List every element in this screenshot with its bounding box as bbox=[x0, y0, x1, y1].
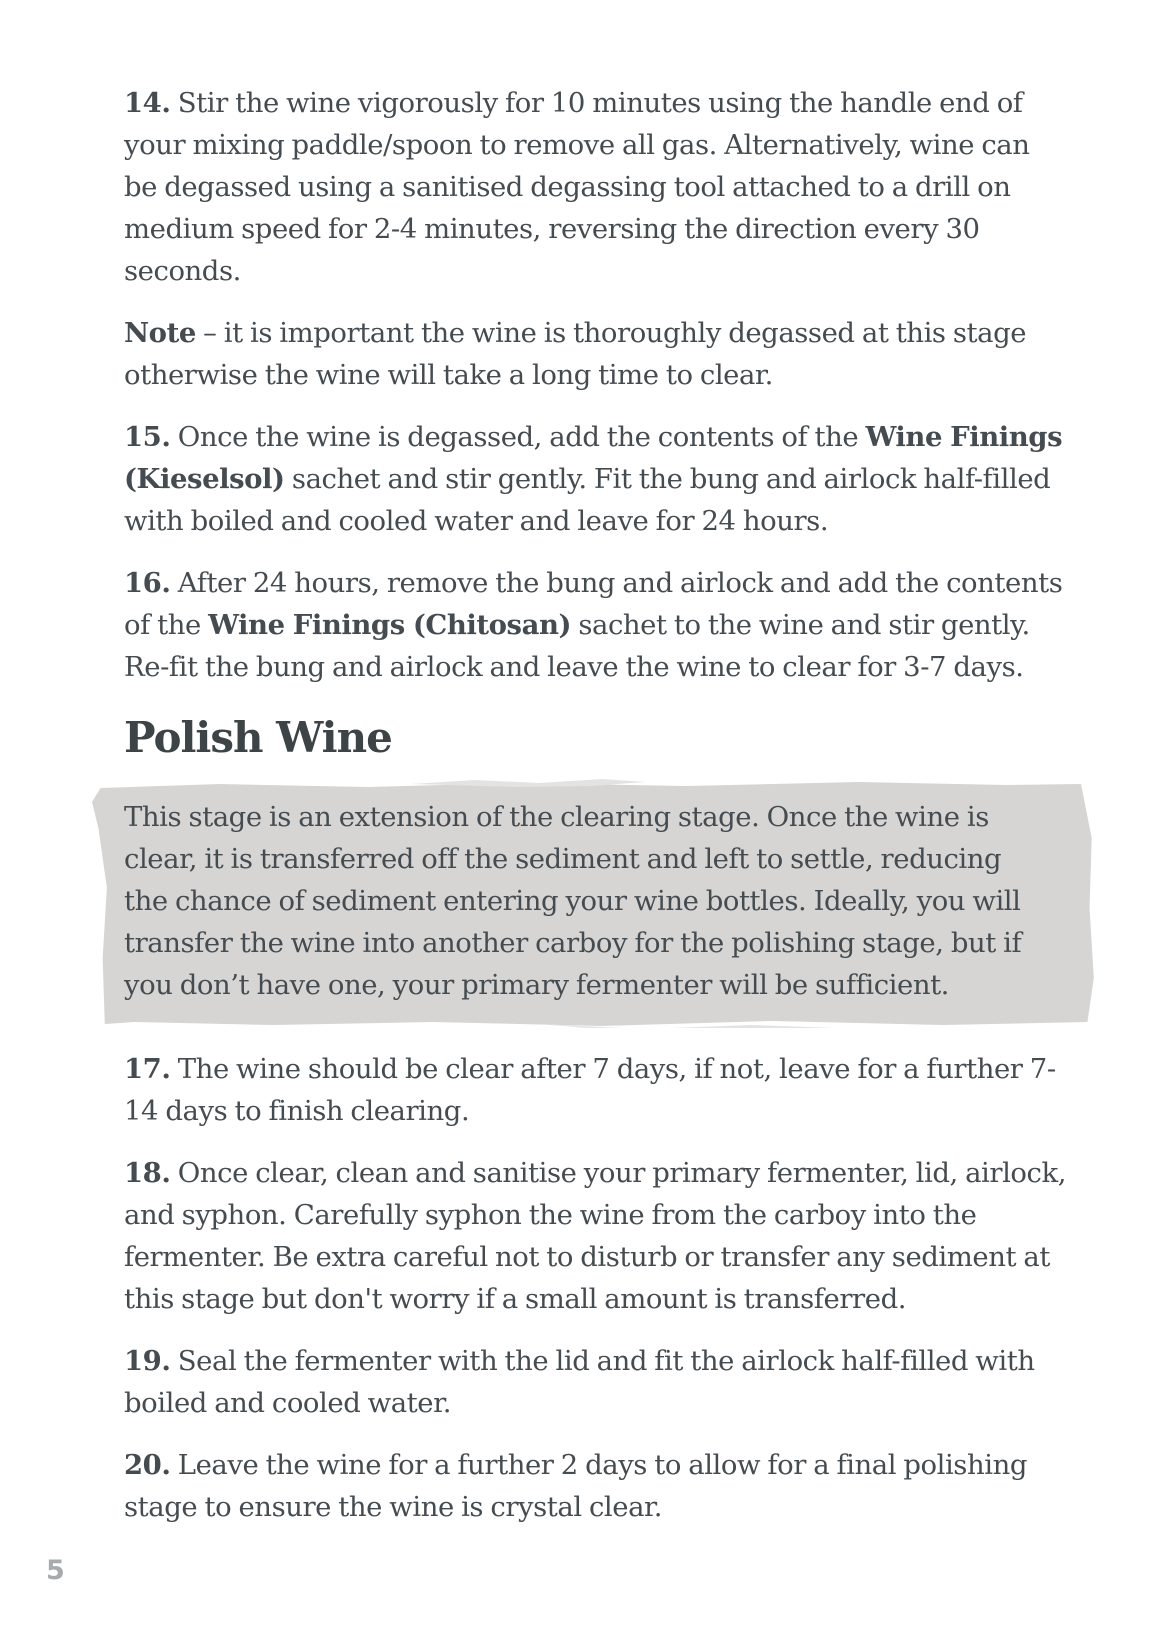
step-text: Once clear, clean and sanitise your primary fermenter, lid, airlock, and syphon. Carefully syphon the wine from the carboy into the fermenter. Be extra careful not to disturb or transfer any sediment at this stage but don't worry if a small amount is transferred. bbox=[124, 1157, 1066, 1315]
step-17 bbox=[124, 1048, 1069, 1132]
page-content bbox=[124, 82, 1069, 1548]
step-15 bbox=[124, 416, 1069, 542]
note-text: – it is important the wine is thoroughly degassed at this stage otherwise the wine will take a long time to clear. bbox=[124, 317, 1027, 391]
step-text: sachet and stir gently. Fit the bung and airlock half-filled with boiled and cooled water and leave for 24 hours. bbox=[124, 463, 1051, 537]
step-text: The wine should be clear after 7 days, if not, leave for a further 7-14 days to finish clearing. bbox=[124, 1053, 1056, 1127]
step-text: Seal the fermenter with the lid and fit the airlock half-filled with boiled and cooled water. bbox=[124, 1345, 1035, 1419]
step-number: 15. bbox=[124, 421, 171, 453]
degas-note bbox=[124, 312, 1069, 396]
note-label: Note bbox=[124, 317, 196, 349]
section-heading: Polish Wine bbox=[124, 713, 392, 762]
step-number: 16. bbox=[124, 567, 171, 599]
step-19 bbox=[124, 1340, 1069, 1424]
step-number: 20. bbox=[124, 1449, 171, 1481]
step-18 bbox=[124, 1152, 1069, 1320]
step-text: After 24 hours, remove the bung and airlock and add the contents of the bbox=[124, 567, 1063, 641]
callout-text: This stage is an extension of the clearing stage. Once the wine is clear, it is transferred off the sediment and left to settle, reducing the chance of sediment entering your wine bottles. Ideally, you will transfer the wine into another carboy for the polishing stage, but if you don’t have one, your primary fermenter will be sufficient. bbox=[124, 801, 1022, 1001]
page-number: 5 bbox=[46, 1555, 65, 1586]
step-number: 17. bbox=[124, 1053, 171, 1085]
step-text: sachet to the wine and stir gently. Re-fit the bung and airlock and leave the wine to clear for 3-7 days. bbox=[124, 609, 1030, 683]
step-number: 19. bbox=[124, 1345, 171, 1377]
step-text: Leave the wine for a further 2 days to allow for a final polishing stage to ensure the wine is crystal clear. bbox=[124, 1449, 1027, 1523]
step-14 bbox=[124, 82, 1069, 292]
step-text: Stir the wine vigorously for 10 minutes using the handle end of your mixing paddle/spoon to remove all gas. Alternatively, wine can be degassed using a sanitised degassing tool attached to a drill on medium speed for 2-4 minutes, reversing the direction every 30 seconds. bbox=[124, 87, 1030, 287]
step-16 bbox=[124, 562, 1069, 688]
product-name: Wine Finings (Kieselsol) bbox=[124, 421, 1063, 495]
step-number: 14. bbox=[124, 87, 171, 119]
step-20 bbox=[124, 1444, 1069, 1528]
step-text: Once the wine is degassed, add the contents of the bbox=[170, 421, 866, 453]
step-number: 18. bbox=[124, 1157, 171, 1189]
callout-box bbox=[92, 778, 1097, 1028]
product-name: Wine Finings (Chitosan) bbox=[208, 609, 572, 641]
